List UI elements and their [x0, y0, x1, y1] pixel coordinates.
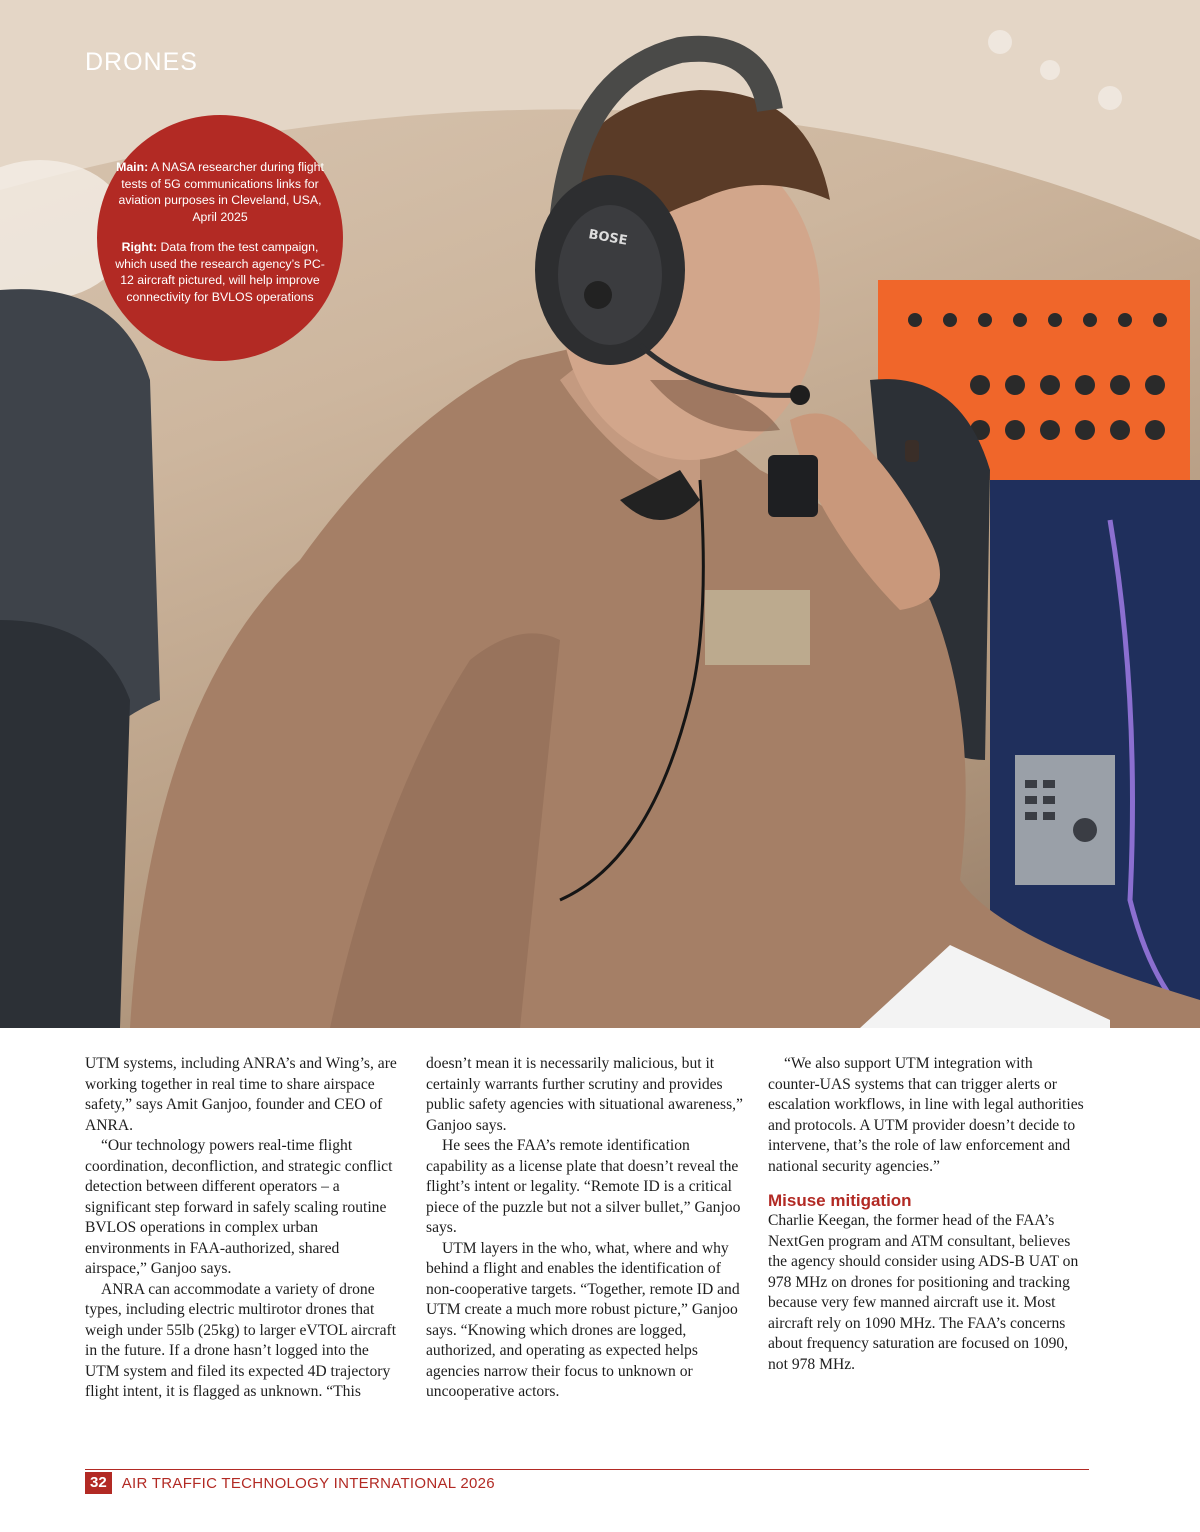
paragraph: doesn’t mean it is necessarily malicious, but it certainly warrants further scrutiny and provides public safety agencies with situational awareness,” Ganjoo says.	[426, 1055, 743, 1134]
page-number: 32	[85, 1472, 112, 1494]
caption-right-text: Data from the test campaign, which used the research agency’s PC-12 aircraft pictured, will help improve connectivity for BVLOS operations	[115, 240, 325, 304]
paragraph: ANRA can accommodate a variety of drone types, including electric multirotor drones that weigh under 55lb (25kg) to larger eVTOL aircraft in the future. If a drone hasn’t logged into the UTM system and filed its expected 4D trajectory flight intent, it is flagged as unknown. “This	[85, 1280, 397, 1400]
article-column-1	[85, 1054, 405, 1403]
paragraph: Charlie Keegan, the former head of the FAA’s NextGen program and ATM consultant, believes the agency should consider using ADS-B UAT on 978 MHz on drones for positioning and tracking because very few manned aircraft use it. Most aircraft rely on 1090 MHz. The FAA’s concerns about frequency saturation are focused on 1090, not 978 MHz.	[768, 1212, 1079, 1373]
footer-rule	[85, 1469, 1089, 1470]
page-footer	[85, 1472, 495, 1494]
article-column-2	[426, 1054, 746, 1403]
subheading: Misuse mitigation	[768, 1191, 912, 1210]
paragraph: “We also support UTM integration with counter-UAS systems that can trigger alerts or escalation workflows, in line with legal authorities and protocols. A UTM provider doesn’t decide to intervene, that’s the role of law enforcement and national security agencies.”	[768, 1055, 1084, 1175]
paragraph: UTM layers in the who, what, where and why behind a flight and enables the identification of non-cooperative targets. “Together, remote ID and UTM create a much more robust picture,” Ganjoo says. “Knowing which drones are logged, authorized, and operating as expected helps agencies narrow their focus to unknown or uncooperative actors.	[426, 1239, 740, 1400]
section-label: DRONES	[85, 48, 198, 76]
article-column-3	[768, 1054, 1088, 1375]
publication-title: AIR TRAFFIC TECHNOLOGY INTERNATIONAL 2026	[121, 1474, 495, 1492]
caption-right-label: Right:	[121, 240, 158, 254]
caption-main-label: Main:	[116, 160, 149, 174]
caption-main-text: A NASA researcher during flight tests of 5G communications links for aviation purposes in Cleveland, USA, April 2025	[118, 160, 324, 224]
paragraph: UTM systems, including ANRA’s and Wing’s, are working together in real time to share airspace safety,” says Amit Ganjoo, founder and CEO of ANRA.	[85, 1055, 397, 1134]
photo-caption	[97, 115, 343, 361]
paragraph: “Our technology powers real-time flight coordination, deconfliction, and strategic conflict detection between different operators – a significant step forward in safely scaling routine BVLOS operations in complex urban environments in FAA-authorized, shared airspace,” Ganjoo says.	[85, 1137, 393, 1277]
headset-brand-text: BOSE	[587, 227, 629, 249]
paragraph: He sees the FAA’s remote identification capability as a license plate that doesn’t reveal the flight’s intent or legality. “Remote ID is a critical piece of the puzzle but not a silver bullet,” Ganjoo says.	[426, 1137, 741, 1236]
